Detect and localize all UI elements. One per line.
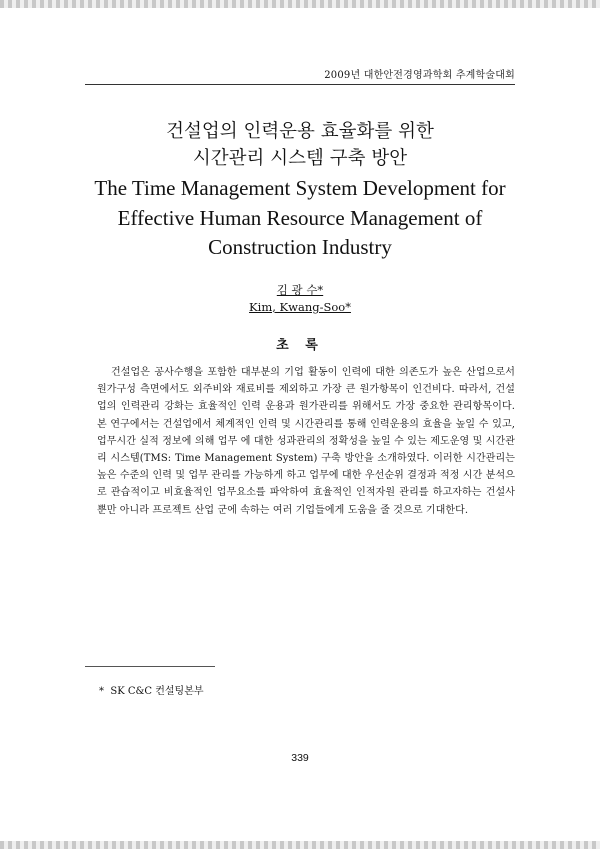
korean-title-line: 시간관리 시스템 구축 방안 [192,148,408,169]
korean-title-line: 건설업의 인력운용 효율화를 위한 [166,121,434,142]
author-block [85,282,515,316]
footnote-rule [85,666,215,667]
page-bottom-border [0,841,600,849]
running-header: 2009년 대한안전경영과학회 추계학술대회 [324,70,515,81]
footnote-marker: * [99,686,104,697]
author-korean: 김 광 수* [276,283,324,297]
page-top-border [0,0,600,8]
abstract-body: 건설업은 공사수행을 포함한 대부분의 기업 활동이 인력에 대한 의존도가 높은 산업으로서 원가구성 측면에서도 외주비와 재료비를 제외하고 가장 큰 원가항목이 인건비다. 따라서, 건설업의 인력관리 강화는 효율적인 인력 운용과 원가관리를 위해서도 가장 중요한 관리항목이다. 본 연구에서는 건설업에서 체계적인 인력 및 시간관리를 통해 인력운용의 효율을 높일 수 있고, 업무시간 실적 정보에 의해 업무 에 대한 성과관리의 정확성을 높일 수 있는 제도운영 및 시간관리 시스템(TMS: Time Management System) 구축 방안을 소개하였다. 이러한 시간관리는 높은 수준의 인력 및 업무 관리를 가능하게 하고 업무에 대한 우선순위 결정과 적정 시간 분석으로 관습적이고 비효율적인 업무요소를 파악하여 효율적인 인적자원 관리를 하고자하는 건설사뿐만 아니라 프로젝트 산업 군에 속하는 여러 기업들에게 도움을 줄 것으로 기대한다. [97,367,516,516]
english-title [45,174,555,263]
title-block [45,118,555,263]
paper-page [85,66,515,786]
footnote-text: SK C&C 컨설팅본부 [110,686,204,697]
header-rule [85,84,515,85]
page-number: 339 [291,752,309,764]
english-title-line: Effective Human Resource Management of [117,205,483,230]
footnote [99,682,204,697]
abstract-heading: 초 록 [276,338,324,353]
korean-title [45,118,555,172]
english-title-line: The Time Management System Development for [94,176,506,200]
english-title-line: Construction Industry [208,235,392,259]
author-english: Kim, Kwang-Soo* [249,300,351,314]
